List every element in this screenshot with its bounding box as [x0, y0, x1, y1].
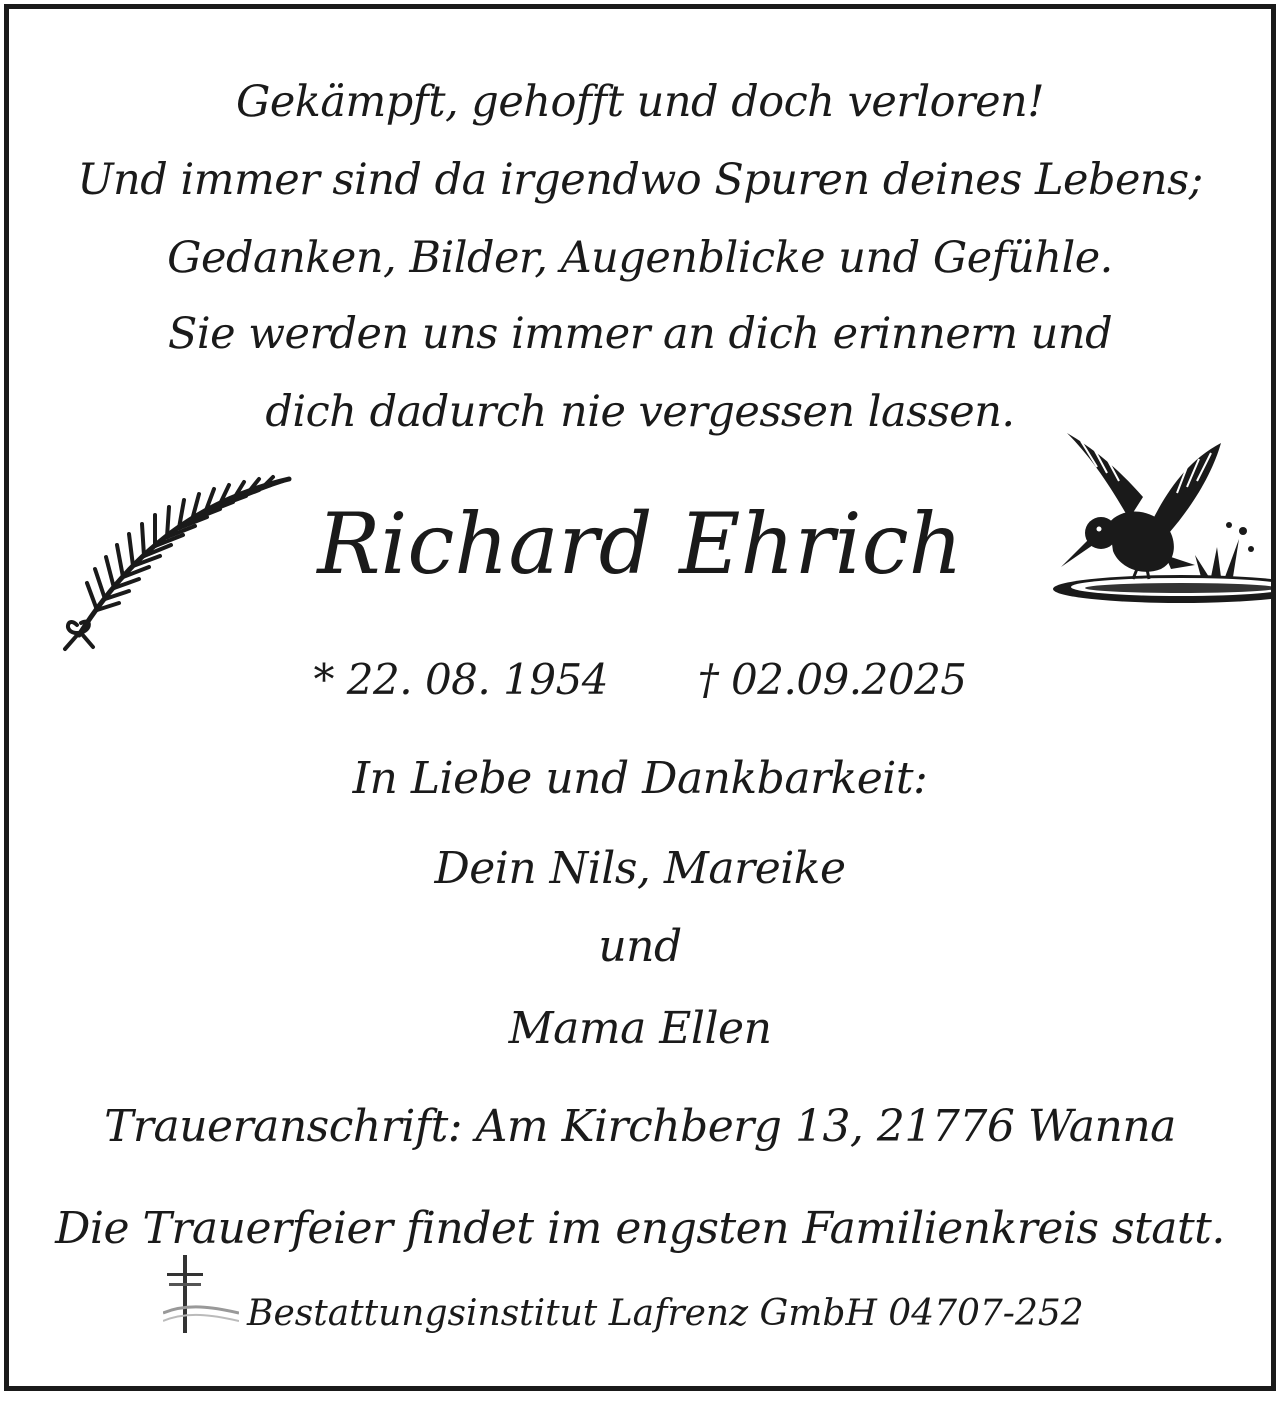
- mourners-line-3: Mama Ellen: [508, 1003, 772, 1054]
- mourning-address: Traueranschrift: Am Kirchberg 13, 21776 Wanna: [104, 1101, 1176, 1152]
- poem-line-1: Gekämpft, gehofft und doch verloren!: [235, 77, 1044, 127]
- poem-line-4: Sie werden uns immer an dich erinnern und: [167, 309, 1113, 359]
- mourners-line-2: und: [598, 921, 682, 972]
- ceremony-note: Die Trauerfeier findet im engsten Familienkreis statt.: [55, 1203, 1225, 1254]
- death-date: † 02.09.2025: [697, 655, 967, 704]
- poem-line-3: Gedanken, Bilder, Augenblicke und Gefühle.: [167, 233, 1113, 283]
- mourners-intro: In Liebe und Dankbarkeit:: [352, 753, 928, 804]
- life-dates: [9, 655, 1271, 704]
- cross-icon: [163, 1251, 239, 1337]
- obituary-frame: [4, 4, 1276, 1391]
- poem-line-2: Und immer sind da irgendwo Spuren deines Lebens;: [77, 155, 1203, 205]
- funeral-home: Bestattungsinstitut Lafrenz GmbH 04707-252: [247, 1293, 1084, 1334]
- deceased-name: Richard Ehrich: [317, 495, 963, 593]
- birth-date: * 22. 08. 1954: [313, 655, 608, 704]
- mourners-line-1: Dein Nils, Mareike: [434, 843, 846, 894]
- poem-line-5: dich dadurch nie vergessen lassen.: [265, 387, 1015, 437]
